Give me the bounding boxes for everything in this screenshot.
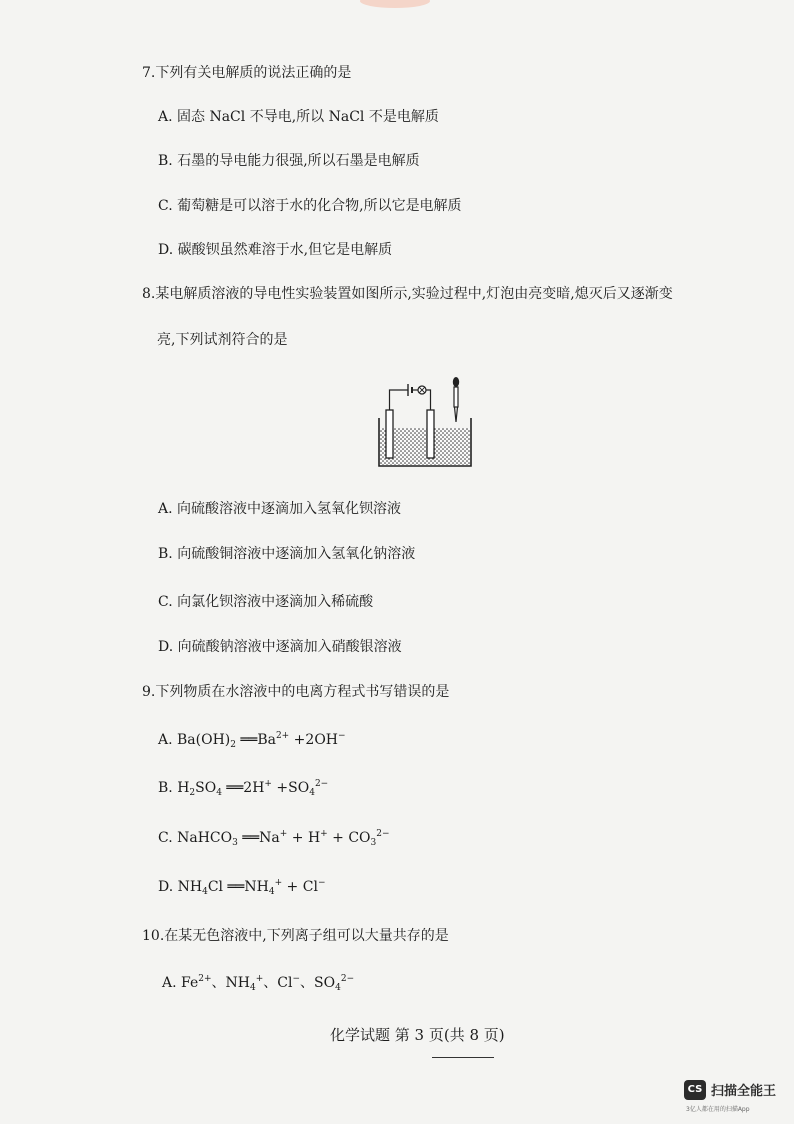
q8-stem-line2: 亮,下列试剂符合的是 <box>157 332 288 348</box>
camscanner-logo-icon: CS <box>684 1080 706 1100</box>
conductivity-apparatus-figure <box>370 372 480 472</box>
q7-option-a: A. 固态 NaCl 不导电,所以 NaCl 不是电解质 <box>158 109 439 125</box>
q10-stem: 10.在某无色溶液中,下列离子组可以大量共存的是 <box>142 928 449 944</box>
q10-option-a: A. $Fe^{2+}$、$NH_4^+$、Cl−、$SO_4^{2-}$ <box>162 974 355 993</box>
top-smudge <box>360 0 430 8</box>
watermark-name: 扫描全能王 <box>711 1084 777 1099</box>
watermark-tagline: 3亿人都在用的扫描App <box>686 1106 750 1113</box>
q8-option-b: B. 向硫酸铜溶液中逐滴加入氢氧化钠溶液 <box>158 546 416 562</box>
q7-option-c: C. 葡萄糖是可以溶于水的化合物,所以它是电解质 <box>158 198 462 214</box>
page-footer: 化学试题 第 3 页(共 8 页) <box>330 1026 505 1044</box>
q7-stem: 7.下列有关电解质的说法正确的是 <box>142 65 352 81</box>
q9-option-d: D. $NH_4Cl$ $══NH_4^+ + Cl^-$ <box>158 878 326 897</box>
q9-option-c: C. NaHCO$_3$ ══Na+ + $H^+ + CO_3^{2-}$ <box>158 829 390 848</box>
q8-option-d: D. 向硫酸钠溶液中逐滴加入硝酸银溶液 <box>158 639 402 655</box>
q8-stem-line1: 8.某电解质溶液的导电性实验装置如图所示,实验过程中,灯泡由亮变暗,熄灭后又逐渐变 <box>142 286 673 302</box>
q9-option-a: A. $Ba(OH)_2$ $══Ba^{2+} +2OH^-$ <box>158 731 346 750</box>
footer-underline <box>432 1057 494 1058</box>
equation-arrow: ══ <box>240 732 258 748</box>
equation-arrow: ══ <box>227 879 245 895</box>
equation-arrow: ══ <box>226 780 244 796</box>
q8-option-c: C. 向氯化钡溶液中逐滴加入稀硫酸 <box>158 594 374 610</box>
q9-option-b: B. $H_2SO_4$ ══2H+ $+SO_4^{2-}$ <box>158 779 329 798</box>
q8-option-a: A. 向硫酸溶液中逐滴加入氢氧化钡溶液 <box>158 501 402 517</box>
equation-arrow: ══ <box>242 830 260 846</box>
q7-option-b: B. 石墨的导电能力很强,所以石墨是电解质 <box>158 153 420 169</box>
q7-option-d: D. 碳酸钡虽然难溶于水,但它是电解质 <box>158 242 393 258</box>
q9-stem: 9.下列物质在水溶液中的电离方程式书写错误的是 <box>142 684 450 700</box>
